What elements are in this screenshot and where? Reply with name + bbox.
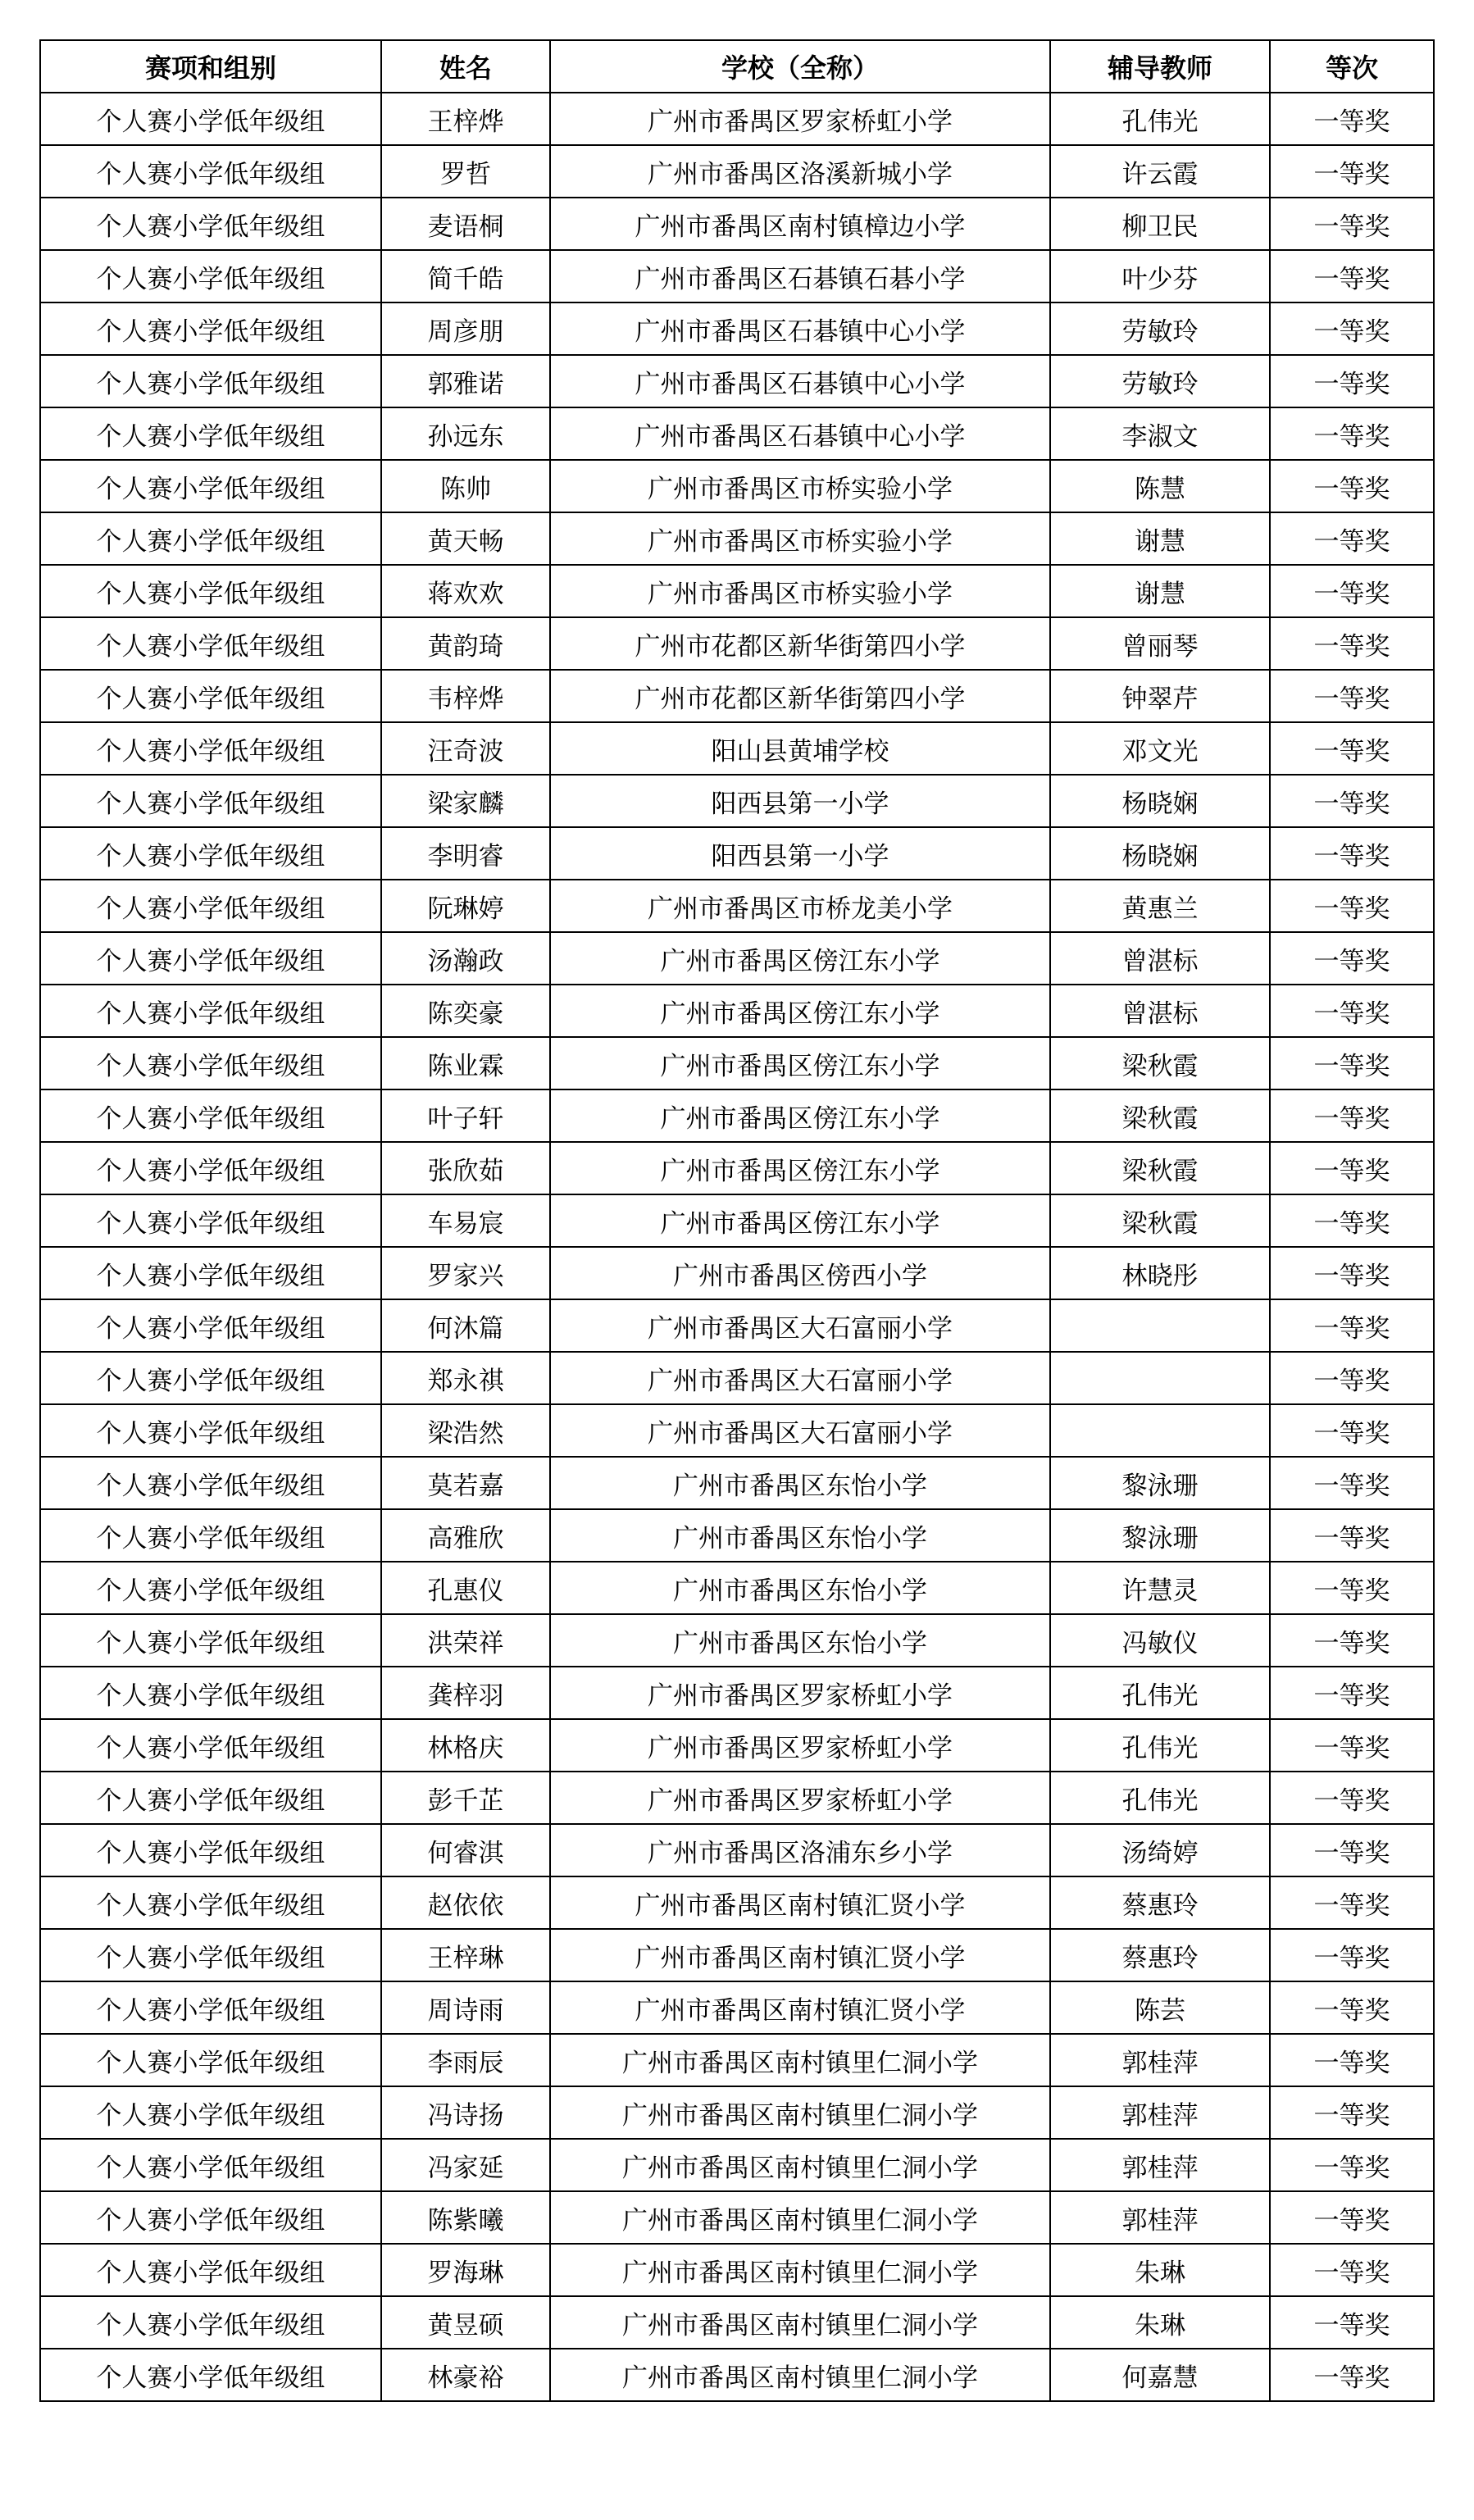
cell-teacher: 许慧灵 (1050, 1562, 1270, 1614)
cell-event-group: 个人赛小学低年级组 (40, 145, 381, 198)
table-row (40, 722, 1434, 775)
cell-school: 广州市番禺区南村镇里仁洞小学 (550, 2086, 1050, 2139)
cell-name: 林格庆 (381, 1719, 550, 1772)
cell-award: 一等奖 (1270, 2034, 1434, 2086)
cell-award: 一等奖 (1270, 1929, 1434, 1981)
cell-award: 一等奖 (1270, 1194, 1434, 1247)
cell-name: 陈帅 (381, 460, 550, 512)
cell-award: 一等奖 (1270, 302, 1434, 355)
cell-award: 一等奖 (1270, 1667, 1434, 1719)
cell-award: 一等奖 (1270, 1981, 1434, 2034)
cell-event-group: 个人赛小学低年级组 (40, 1247, 381, 1299)
cell-teacher: 叶少芬 (1050, 250, 1270, 302)
cell-name: 梁家麟 (381, 775, 550, 827)
cell-teacher: 朱琳 (1050, 2296, 1270, 2349)
cell-event-group: 个人赛小学低年级组 (40, 93, 381, 145)
cell-teacher: 孔伟光 (1050, 1667, 1270, 1719)
cell-name: 王梓烨 (381, 93, 550, 145)
cell-event-group: 个人赛小学低年级组 (40, 1299, 381, 1352)
cell-teacher: 劳敏玲 (1050, 355, 1270, 407)
cell-teacher (1050, 1404, 1270, 1457)
table-row (40, 2244, 1434, 2296)
cell-name: 郭雅诺 (381, 355, 550, 407)
cell-teacher: 曾丽琴 (1050, 617, 1270, 670)
cell-name: 蒋欢欢 (381, 565, 550, 617)
header-teacher: 辅导教师 (1050, 40, 1270, 93)
cell-event-group: 个人赛小学低年级组 (40, 355, 381, 407)
cell-teacher: 朱琳 (1050, 2244, 1270, 2296)
cell-school: 阳西县第一小学 (550, 827, 1050, 880)
cell-teacher: 梁秋霞 (1050, 1037, 1270, 1089)
cell-school: 广州市番禺区南村镇里仁洞小学 (550, 2139, 1050, 2191)
cell-award: 一等奖 (1270, 670, 1434, 722)
cell-event-group: 个人赛小学低年级组 (40, 1509, 381, 1562)
table-row (40, 1824, 1434, 1876)
table-row (40, 1037, 1434, 1089)
cell-award: 一等奖 (1270, 512, 1434, 565)
cell-school: 广州市花都区新华街第四小学 (550, 670, 1050, 722)
cell-teacher: 曾湛标 (1050, 932, 1270, 985)
cell-award: 一等奖 (1270, 1876, 1434, 1929)
cell-teacher: 钟翠芹 (1050, 670, 1270, 722)
table-row (40, 1614, 1434, 1667)
table-row (40, 1247, 1434, 1299)
cell-school: 广州市番禺区大石富丽小学 (550, 1299, 1050, 1352)
table-row (40, 460, 1434, 512)
cell-award: 一等奖 (1270, 565, 1434, 617)
cell-event-group: 个人赛小学低年级组 (40, 2086, 381, 2139)
cell-teacher: 谢慧 (1050, 512, 1270, 565)
cell-name: 汪奇波 (381, 722, 550, 775)
table-row (40, 617, 1434, 670)
cell-teacher: 郭桂萍 (1050, 2034, 1270, 2086)
cell-name: 麦语桐 (381, 198, 550, 250)
cell-school: 广州市番禺区罗家桥虹小学 (550, 1719, 1050, 1772)
cell-award: 一等奖 (1270, 145, 1434, 198)
cell-name: 王梓琳 (381, 1929, 550, 1981)
table-row (40, 2296, 1434, 2349)
cell-name: 汤瀚政 (381, 932, 550, 985)
cell-teacher: 梁秋霞 (1050, 1089, 1270, 1142)
cell-name: 车易宸 (381, 1194, 550, 1247)
cell-event-group: 个人赛小学低年级组 (40, 1089, 381, 1142)
cell-school: 广州市番禺区洛浦东乡小学 (550, 1824, 1050, 1876)
cell-teacher: 李淑文 (1050, 407, 1270, 460)
cell-name: 陈紫曦 (381, 2191, 550, 2244)
cell-event-group: 个人赛小学低年级组 (40, 302, 381, 355)
cell-award: 一等奖 (1270, 722, 1434, 775)
cell-school: 广州市番禺区石碁镇石碁小学 (550, 250, 1050, 302)
cell-event-group: 个人赛小学低年级组 (40, 1352, 381, 1404)
cell-school: 广州市番禺区市桥实验小学 (550, 565, 1050, 617)
cell-award: 一等奖 (1270, 250, 1434, 302)
table-row (40, 93, 1434, 145)
cell-school: 广州市番禺区石碁镇中心小学 (550, 302, 1050, 355)
table-row (40, 2349, 1434, 2401)
cell-school: 阳西县第一小学 (550, 775, 1050, 827)
cell-event-group: 个人赛小学低年级组 (40, 1876, 381, 1929)
table-row (40, 670, 1434, 722)
awards-table (39, 39, 1435, 2402)
cell-award: 一等奖 (1270, 1562, 1434, 1614)
cell-award: 一等奖 (1270, 2086, 1434, 2139)
cell-award: 一等奖 (1270, 460, 1434, 512)
cell-teacher: 许云霞 (1050, 145, 1270, 198)
table-header-row (40, 40, 1434, 93)
cell-name: 孔惠仪 (381, 1562, 550, 1614)
cell-event-group: 个人赛小学低年级组 (40, 460, 381, 512)
cell-event-group: 个人赛小学低年级组 (40, 1824, 381, 1876)
cell-teacher: 杨晓娴 (1050, 827, 1270, 880)
cell-event-group: 个人赛小学低年级组 (40, 1037, 381, 1089)
cell-teacher: 黎泳珊 (1050, 1457, 1270, 1509)
cell-event-group: 个人赛小学低年级组 (40, 1772, 381, 1824)
cell-award: 一等奖 (1270, 1089, 1434, 1142)
cell-teacher (1050, 1299, 1270, 1352)
cell-name: 黄韵琦 (381, 617, 550, 670)
cell-event-group: 个人赛小学低年级组 (40, 1667, 381, 1719)
cell-teacher (1050, 1352, 1270, 1404)
cell-name: 罗家兴 (381, 1247, 550, 1299)
cell-event-group: 个人赛小学低年级组 (40, 722, 381, 775)
cell-name: 阮琳婷 (381, 880, 550, 932)
cell-event-group: 个人赛小学低年级组 (40, 407, 381, 460)
table-row (40, 827, 1434, 880)
cell-award: 一等奖 (1270, 1614, 1434, 1667)
cell-school: 广州市番禺区石碁镇中心小学 (550, 355, 1050, 407)
cell-teacher: 孔伟光 (1050, 93, 1270, 145)
header-school: 学校（全称） (550, 40, 1050, 93)
cell-event-group: 个人赛小学低年级组 (40, 2244, 381, 2296)
cell-event-group: 个人赛小学低年级组 (40, 1142, 381, 1194)
cell-event-group: 个人赛小学低年级组 (40, 670, 381, 722)
cell-teacher: 梁秋霞 (1050, 1194, 1270, 1247)
cell-teacher: 冯敏仪 (1050, 1614, 1270, 1667)
cell-name: 冯诗扬 (381, 2086, 550, 2139)
cell-event-group: 个人赛小学低年级组 (40, 1457, 381, 1509)
cell-name: 龚梓羽 (381, 1667, 550, 1719)
cell-name: 何沐篇 (381, 1299, 550, 1352)
cell-school: 阳山县黄埔学校 (550, 722, 1050, 775)
cell-school: 广州市番禺区东怡小学 (550, 1614, 1050, 1667)
cell-school: 广州市番禺区南村镇里仁洞小学 (550, 2191, 1050, 2244)
table-row (40, 1142, 1434, 1194)
cell-school: 广州市番禺区东怡小学 (550, 1562, 1050, 1614)
cell-award: 一等奖 (1270, 1719, 1434, 1772)
cell-event-group: 个人赛小学低年级组 (40, 250, 381, 302)
cell-event-group: 个人赛小学低年级组 (40, 512, 381, 565)
header-event-group: 赛项和组别 (40, 40, 381, 93)
table-row (40, 1981, 1434, 2034)
table-row (40, 775, 1434, 827)
cell-award: 一等奖 (1270, 407, 1434, 460)
cell-teacher: 梁秋霞 (1050, 1142, 1270, 1194)
cell-event-group: 个人赛小学低年级组 (40, 2034, 381, 2086)
cell-event-group: 个人赛小学低年级组 (40, 565, 381, 617)
table-row (40, 512, 1434, 565)
cell-school: 广州市番禺区大石富丽小学 (550, 1404, 1050, 1457)
cell-event-group: 个人赛小学低年级组 (40, 2139, 381, 2191)
cell-school: 广州市番禺区南村镇里仁洞小学 (550, 2296, 1050, 2349)
table-row (40, 2034, 1434, 2086)
cell-name: 陈奕豪 (381, 985, 550, 1037)
cell-teacher: 蔡惠玲 (1050, 1876, 1270, 1929)
cell-event-group: 个人赛小学低年级组 (40, 1719, 381, 1772)
table-row (40, 565, 1434, 617)
cell-school: 广州市番禺区傍江东小学 (550, 1037, 1050, 1089)
table-row (40, 1876, 1434, 1929)
cell-school: 广州市番禺区傍江东小学 (550, 985, 1050, 1037)
cell-name: 李雨辰 (381, 2034, 550, 2086)
cell-school: 广州市番禺区傍江东小学 (550, 1089, 1050, 1142)
table-row (40, 1562, 1434, 1614)
cell-school: 广州市番禺区傍江东小学 (550, 1194, 1050, 1247)
cell-name: 周诗雨 (381, 1981, 550, 2034)
cell-event-group: 个人赛小学低年级组 (40, 1981, 381, 2034)
cell-school: 广州市花都区新华街第四小学 (550, 617, 1050, 670)
cell-award: 一等奖 (1270, 2191, 1434, 2244)
table-row (40, 1667, 1434, 1719)
table-row (40, 250, 1434, 302)
cell-award: 一等奖 (1270, 1404, 1434, 1457)
cell-name: 黄天畅 (381, 512, 550, 565)
cell-event-group: 个人赛小学低年级组 (40, 827, 381, 880)
cell-teacher: 黄惠兰 (1050, 880, 1270, 932)
cell-award: 一等奖 (1270, 1142, 1434, 1194)
awards-sheet (39, 39, 1433, 2402)
cell-teacher: 邓文光 (1050, 722, 1270, 775)
table-row (40, 1772, 1434, 1824)
cell-event-group: 个人赛小学低年级组 (40, 775, 381, 827)
cell-name: 梁浩然 (381, 1404, 550, 1457)
cell-teacher: 郭桂萍 (1050, 2139, 1270, 2191)
cell-event-group: 个人赛小学低年级组 (40, 1614, 381, 1667)
cell-name: 张欣茹 (381, 1142, 550, 1194)
cell-name: 赵依依 (381, 1876, 550, 1929)
header-award: 等次 (1270, 40, 1434, 93)
table-row (40, 2139, 1434, 2191)
cell-event-group: 个人赛小学低年级组 (40, 2191, 381, 2244)
cell-event-group: 个人赛小学低年级组 (40, 1194, 381, 1247)
cell-teacher: 林晓彤 (1050, 1247, 1270, 1299)
cell-school: 广州市番禺区石碁镇中心小学 (550, 407, 1050, 460)
cell-award: 一等奖 (1270, 880, 1434, 932)
cell-teacher: 陈慧 (1050, 460, 1270, 512)
cell-event-group: 个人赛小学低年级组 (40, 985, 381, 1037)
cell-name: 黄昱硕 (381, 2296, 550, 2349)
cell-event-group: 个人赛小学低年级组 (40, 1404, 381, 1457)
cell-teacher: 杨晓娴 (1050, 775, 1270, 827)
table-row (40, 355, 1434, 407)
cell-event-group: 个人赛小学低年级组 (40, 1929, 381, 1981)
cell-award: 一等奖 (1270, 2296, 1434, 2349)
cell-name: 叶子轩 (381, 1089, 550, 1142)
table-row (40, 2191, 1434, 2244)
cell-award: 一等奖 (1270, 1824, 1434, 1876)
table-row (40, 198, 1434, 250)
cell-school: 广州市番禺区南村镇汇贤小学 (550, 1981, 1050, 2034)
cell-school: 广州市番禺区傍江东小学 (550, 932, 1050, 985)
table-row (40, 302, 1434, 355)
cell-award: 一等奖 (1270, 198, 1434, 250)
table-row (40, 1194, 1434, 1247)
cell-award: 一等奖 (1270, 355, 1434, 407)
cell-name: 冯家延 (381, 2139, 550, 2191)
table-row (40, 1404, 1434, 1457)
cell-award: 一等奖 (1270, 1509, 1434, 1562)
table-row (40, 1509, 1434, 1562)
cell-name: 李明睿 (381, 827, 550, 880)
table-row (40, 880, 1434, 932)
cell-event-group: 个人赛小学低年级组 (40, 880, 381, 932)
cell-event-group: 个人赛小学低年级组 (40, 198, 381, 250)
cell-award: 一等奖 (1270, 617, 1434, 670)
table-row (40, 1457, 1434, 1509)
cell-school: 广州市番禺区南村镇汇贤小学 (550, 1929, 1050, 1981)
cell-award: 一等奖 (1270, 827, 1434, 880)
cell-teacher: 柳卫民 (1050, 198, 1270, 250)
cell-event-group: 个人赛小学低年级组 (40, 2349, 381, 2401)
cell-name: 简千皓 (381, 250, 550, 302)
cell-school: 广州市番禺区东怡小学 (550, 1457, 1050, 1509)
table-row (40, 1719, 1434, 1772)
cell-school: 广州市番禺区南村镇里仁洞小学 (550, 2349, 1050, 2401)
header-name: 姓名 (381, 40, 550, 93)
cell-name: 韦梓烨 (381, 670, 550, 722)
cell-name: 林豪裕 (381, 2349, 550, 2401)
table-row (40, 1352, 1434, 1404)
cell-school: 广州市番禺区市桥龙美小学 (550, 880, 1050, 932)
cell-name: 洪荣祥 (381, 1614, 550, 1667)
cell-event-group: 个人赛小学低年级组 (40, 932, 381, 985)
cell-school: 广州市番禺区罗家桥虹小学 (550, 1772, 1050, 1824)
cell-teacher: 孔伟光 (1050, 1772, 1270, 1824)
cell-award: 一等奖 (1270, 2244, 1434, 2296)
table-body (40, 93, 1434, 2401)
cell-award: 一等奖 (1270, 985, 1434, 1037)
cell-teacher: 劳敏玲 (1050, 302, 1270, 355)
cell-teacher: 郭桂萍 (1050, 2086, 1270, 2139)
cell-school: 广州市番禺区南村镇汇贤小学 (550, 1876, 1050, 1929)
cell-event-group: 个人赛小学低年级组 (40, 617, 381, 670)
cell-teacher: 孔伟光 (1050, 1719, 1270, 1772)
cell-name: 莫若嘉 (381, 1457, 550, 1509)
table-row (40, 145, 1434, 198)
cell-award: 一等奖 (1270, 1247, 1434, 1299)
cell-teacher: 黎泳珊 (1050, 1509, 1270, 1562)
cell-teacher: 蔡惠玲 (1050, 1929, 1270, 1981)
cell-teacher: 汤绮婷 (1050, 1824, 1270, 1876)
cell-award: 一等奖 (1270, 1299, 1434, 1352)
cell-school: 广州市番禺区南村镇樟边小学 (550, 198, 1050, 250)
table-row (40, 1299, 1434, 1352)
cell-award: 一等奖 (1270, 2349, 1434, 2401)
cell-school: 广州市番禺区南村镇里仁洞小学 (550, 2244, 1050, 2296)
cell-school: 广州市番禺区市桥实验小学 (550, 512, 1050, 565)
table-row (40, 407, 1434, 460)
cell-school: 广州市番禺区南村镇里仁洞小学 (550, 2034, 1050, 2086)
cell-award: 一等奖 (1270, 1772, 1434, 1824)
cell-teacher: 何嘉慧 (1050, 2349, 1270, 2401)
cell-school: 广州市番禺区东怡小学 (550, 1509, 1050, 1562)
cell-teacher: 谢慧 (1050, 565, 1270, 617)
table-row (40, 932, 1434, 985)
cell-award: 一等奖 (1270, 2139, 1434, 2191)
cell-award: 一等奖 (1270, 1457, 1434, 1509)
cell-event-group: 个人赛小学低年级组 (40, 1562, 381, 1614)
cell-award: 一等奖 (1270, 775, 1434, 827)
cell-school: 广州市番禺区市桥实验小学 (550, 460, 1050, 512)
cell-name: 周彦朋 (381, 302, 550, 355)
cell-name: 罗海琳 (381, 2244, 550, 2296)
cell-event-group: 个人赛小学低年级组 (40, 2296, 381, 2349)
cell-name: 高雅欣 (381, 1509, 550, 1562)
cell-name: 孙远东 (381, 407, 550, 460)
cell-name: 郑永祺 (381, 1352, 550, 1404)
cell-name: 何睿淇 (381, 1824, 550, 1876)
table-row (40, 985, 1434, 1037)
cell-school: 广州市番禺区洛溪新城小学 (550, 145, 1050, 198)
table-row (40, 1089, 1434, 1142)
cell-award: 一等奖 (1270, 932, 1434, 985)
cell-name: 陈业霖 (381, 1037, 550, 1089)
cell-school: 广州市番禺区傍西小学 (550, 1247, 1050, 1299)
cell-name: 罗哲 (381, 145, 550, 198)
cell-teacher: 陈芸 (1050, 1981, 1270, 2034)
table-row (40, 1929, 1434, 1981)
cell-award: 一等奖 (1270, 93, 1434, 145)
cell-school: 广州市番禺区傍江东小学 (550, 1142, 1050, 1194)
cell-teacher: 曾湛标 (1050, 985, 1270, 1037)
cell-name: 彭千芷 (381, 1772, 550, 1824)
cell-award: 一等奖 (1270, 1352, 1434, 1404)
cell-school: 广州市番禺区罗家桥虹小学 (550, 93, 1050, 145)
table-row (40, 2086, 1434, 2139)
cell-school: 广州市番禺区大石富丽小学 (550, 1352, 1050, 1404)
cell-school: 广州市番禺区罗家桥虹小学 (550, 1667, 1050, 1719)
cell-award: 一等奖 (1270, 1037, 1434, 1089)
cell-teacher: 郭桂萍 (1050, 2191, 1270, 2244)
